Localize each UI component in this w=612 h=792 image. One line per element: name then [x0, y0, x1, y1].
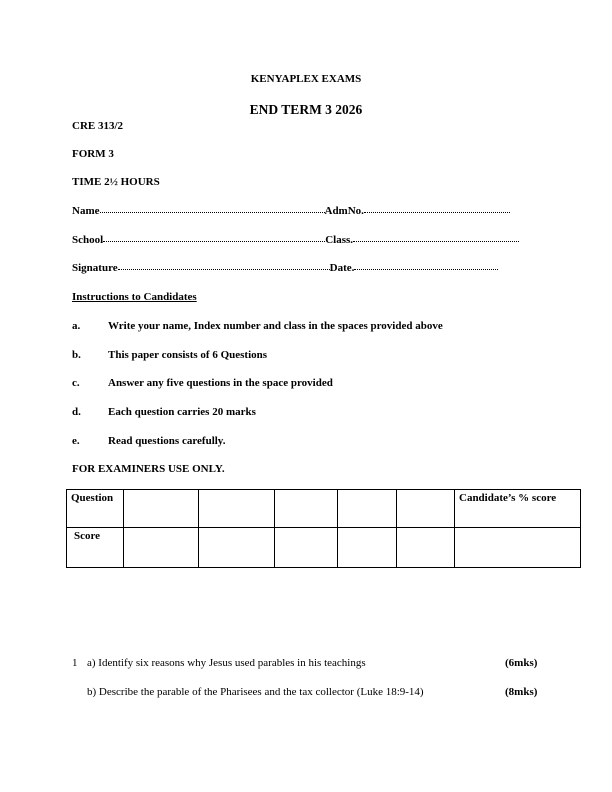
exam-duration: TIME 2½ HOURS [72, 176, 160, 188]
class-field[interactable] [353, 241, 519, 242]
question-part-marks: (8mks) [505, 686, 538, 698]
instruction-item [72, 349, 592, 365]
question-part-marks: (6mks) [505, 657, 538, 669]
instruction-letter: e. [72, 435, 80, 447]
instruction-text: Each question carries 20 marks [108, 406, 256, 418]
question-cell [338, 490, 397, 528]
question-cell [124, 490, 199, 528]
date-field[interactable] [354, 269, 498, 270]
instruction-text: This paper consists of 6 Questions [108, 349, 268, 361]
instruction-text: Answer any five questions in the space provided [108, 377, 333, 389]
score-row [67, 528, 581, 568]
name-adm-row [72, 205, 510, 217]
score-cell[interactable] [124, 528, 199, 568]
signature-date-row [72, 262, 498, 274]
question-cell [275, 490, 338, 528]
score-cell[interactable] [275, 528, 338, 568]
instruction-item [72, 406, 592, 422]
instruction-item [72, 435, 592, 451]
score-header-cell: Score [67, 528, 124, 568]
name-label: Name [72, 205, 100, 217]
candidate-score-cell[interactable] [455, 528, 581, 568]
instruction-letter: d. [72, 406, 81, 418]
instruction-item [72, 377, 592, 393]
form-level: FORM 3 [72, 148, 114, 160]
instruction-text: Read questions carefully. [108, 435, 226, 447]
question-part-text: Describe the parable of the Pharisees and the tax collector (Luke 18:9-14) [98, 686, 424, 698]
question-part-text: Identify six reasons why Jesus used parables in his teachings [98, 657, 366, 669]
examiners-heading: FOR EXAMINERS USE ONLY. [72, 463, 225, 475]
question-cell [397, 490, 455, 528]
exam-title: END TERM 3 2026 [249, 102, 363, 117]
adm-label: AdmNo. [324, 205, 364, 217]
examiner-score-table [66, 489, 581, 568]
question-number: 1 [72, 657, 78, 669]
question-row [67, 490, 581, 528]
instructions-heading: Instructions to Candidates [72, 291, 197, 303]
question-part-label: b) [87, 686, 97, 698]
instruction-letter: b. [72, 349, 81, 361]
school-field[interactable] [103, 241, 325, 242]
publisher-title: KENYAPLEX EXAMS [250, 73, 362, 85]
question-part [87, 657, 366, 669]
question-header-cell: Question [67, 490, 124, 528]
instruction-item [72, 320, 592, 336]
instruction-letter: a. [72, 320, 81, 332]
question-part-label: a) [87, 657, 96, 669]
score-cell[interactable] [338, 528, 397, 568]
signature-label: Signature [72, 262, 118, 274]
score-cell[interactable] [397, 528, 455, 568]
paper-code: CRE 313/2 [72, 120, 124, 132]
instruction-text: Write your name, Index number and class in the spaces provided above [108, 320, 443, 332]
school-label: School [72, 234, 104, 246]
class-label: Class. [325, 234, 353, 246]
score-cell[interactable] [199, 528, 275, 568]
question-cell [199, 490, 275, 528]
signature-field[interactable] [118, 269, 330, 270]
candidate-score-header: Candidate’s % score [455, 490, 581, 528]
date-label: Date. [329, 262, 355, 274]
adm-field[interactable] [364, 212, 510, 213]
name-field[interactable] [100, 212, 325, 213]
instruction-letter: c. [72, 377, 80, 389]
question-part [87, 686, 424, 698]
school-class-row [72, 234, 519, 246]
